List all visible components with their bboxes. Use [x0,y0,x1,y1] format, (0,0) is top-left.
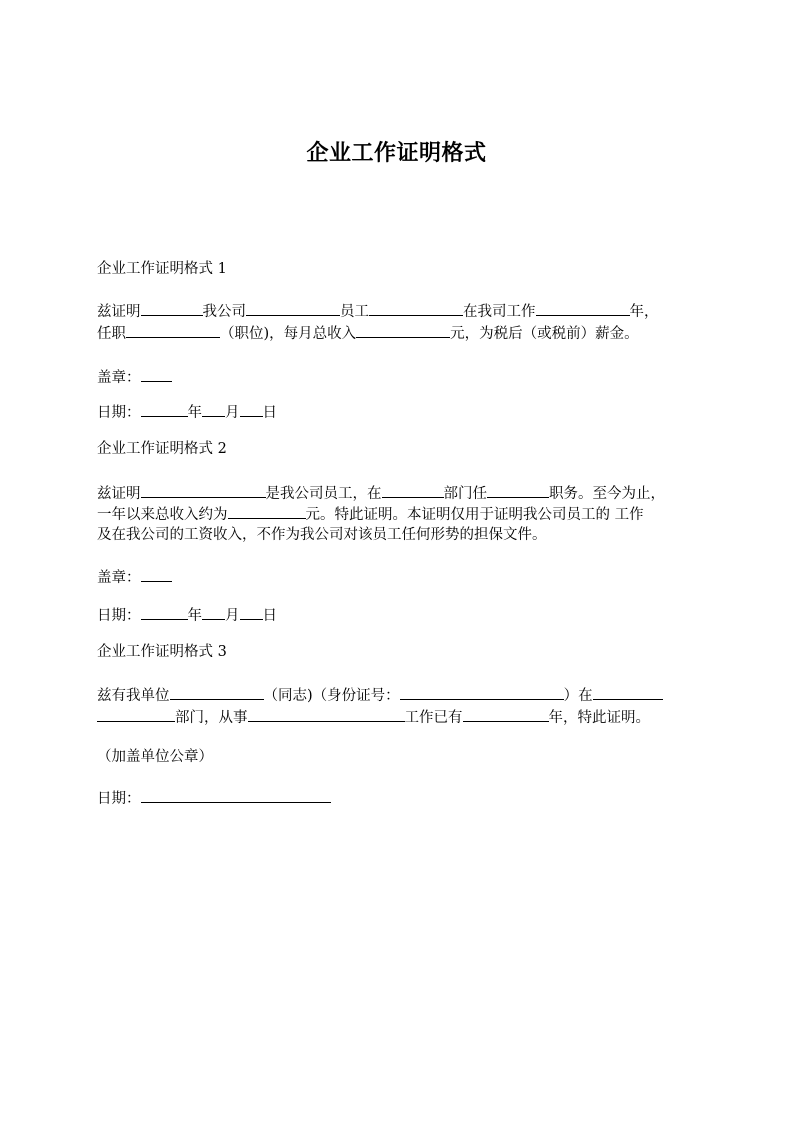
text: 是我公司员工，在 [265,486,382,502]
blank-line [141,604,188,620]
text: 月 [225,608,240,624]
format2-paragraph-line3: 及在我公司的工资收入，不作为我公司对该员工任何形势的担保文件。 [97,527,547,543]
format1-paragraph-line2 [97,322,639,345]
blank-line [141,787,331,803]
text: 日 [262,608,277,624]
date-label: 日期： [97,608,141,624]
blank-line [202,401,225,417]
text: 日 [262,405,277,421]
text: 兹有我单位 [97,688,170,704]
text: 部门，从事 [175,710,248,726]
format3-date [97,787,331,810]
text: 在我司工作 [463,304,536,320]
blank-line [593,684,663,700]
format2-heading: 企业工作证明格式 2 [97,441,227,457]
format2-paragraph-line1 [97,482,665,505]
blank-line [487,482,549,498]
text: 兹证明 [97,486,141,502]
blank-line [369,300,463,316]
blank-line [248,706,405,722]
blank-line [141,566,172,582]
text: 任职 [97,326,126,342]
blank-line [246,300,340,316]
format1-heading: 企业工作证明格式 1 [97,261,227,277]
seal-label: 盖章： [97,570,141,586]
text: （同志)（身份证号： [263,688,400,704]
text: 年 [187,405,202,421]
text: 兹证明 [97,304,141,320]
text: 年，特此证明。 [548,710,650,726]
blank-line [170,684,264,700]
format3-seal-note: （加盖单位公章） [97,749,213,765]
text: 一年以来总收入约为 [97,507,228,523]
format2-date [97,604,277,627]
seal-label: 盖章： [97,370,141,386]
blank-line [356,322,450,338]
text: 员工 [340,304,369,320]
blank-line [141,300,203,316]
text: 我公司 [202,304,246,320]
blank-line [400,684,564,700]
text: 年， [629,304,659,320]
format2-paragraph-line2 [97,503,644,526]
blank-line [240,401,263,417]
blank-line [228,503,306,519]
blank-line [536,300,630,316]
text: 职务。至今为止， [549,486,665,502]
date-label: 日期： [97,405,141,421]
text: ）在 [563,688,593,704]
text: 元，为税后（或税前）薪金。 [450,326,639,342]
text: 工作已有 [404,710,463,726]
text: 月 [225,405,240,421]
blank-line [240,604,263,620]
text: 元。特此证明。本证明仅用于证明我公司员工的 工作 [305,507,644,523]
text: （职位)，每月总收入 [220,326,357,342]
blank-line [97,706,175,722]
format1-paragraph-line1 [97,300,659,323]
text: 年 [187,608,202,624]
document-title: 企业工作证明格式 [306,141,487,166]
format1-date [97,401,277,424]
blank-line [141,366,172,382]
blank-line [141,482,266,498]
blank-line [141,401,188,417]
format3-heading: 企业工作证明格式 3 [97,644,227,660]
format3-paragraph-line1 [97,684,663,707]
blank-line [382,482,444,498]
blank-line [463,706,549,722]
blank-line [126,322,220,338]
date-label: 日期： [97,791,141,807]
format3-paragraph-line2 [97,706,650,729]
text: 部门任 [443,486,487,502]
format1-seal [97,366,172,389]
format2-seal [97,566,172,589]
blank-line [202,604,225,620]
